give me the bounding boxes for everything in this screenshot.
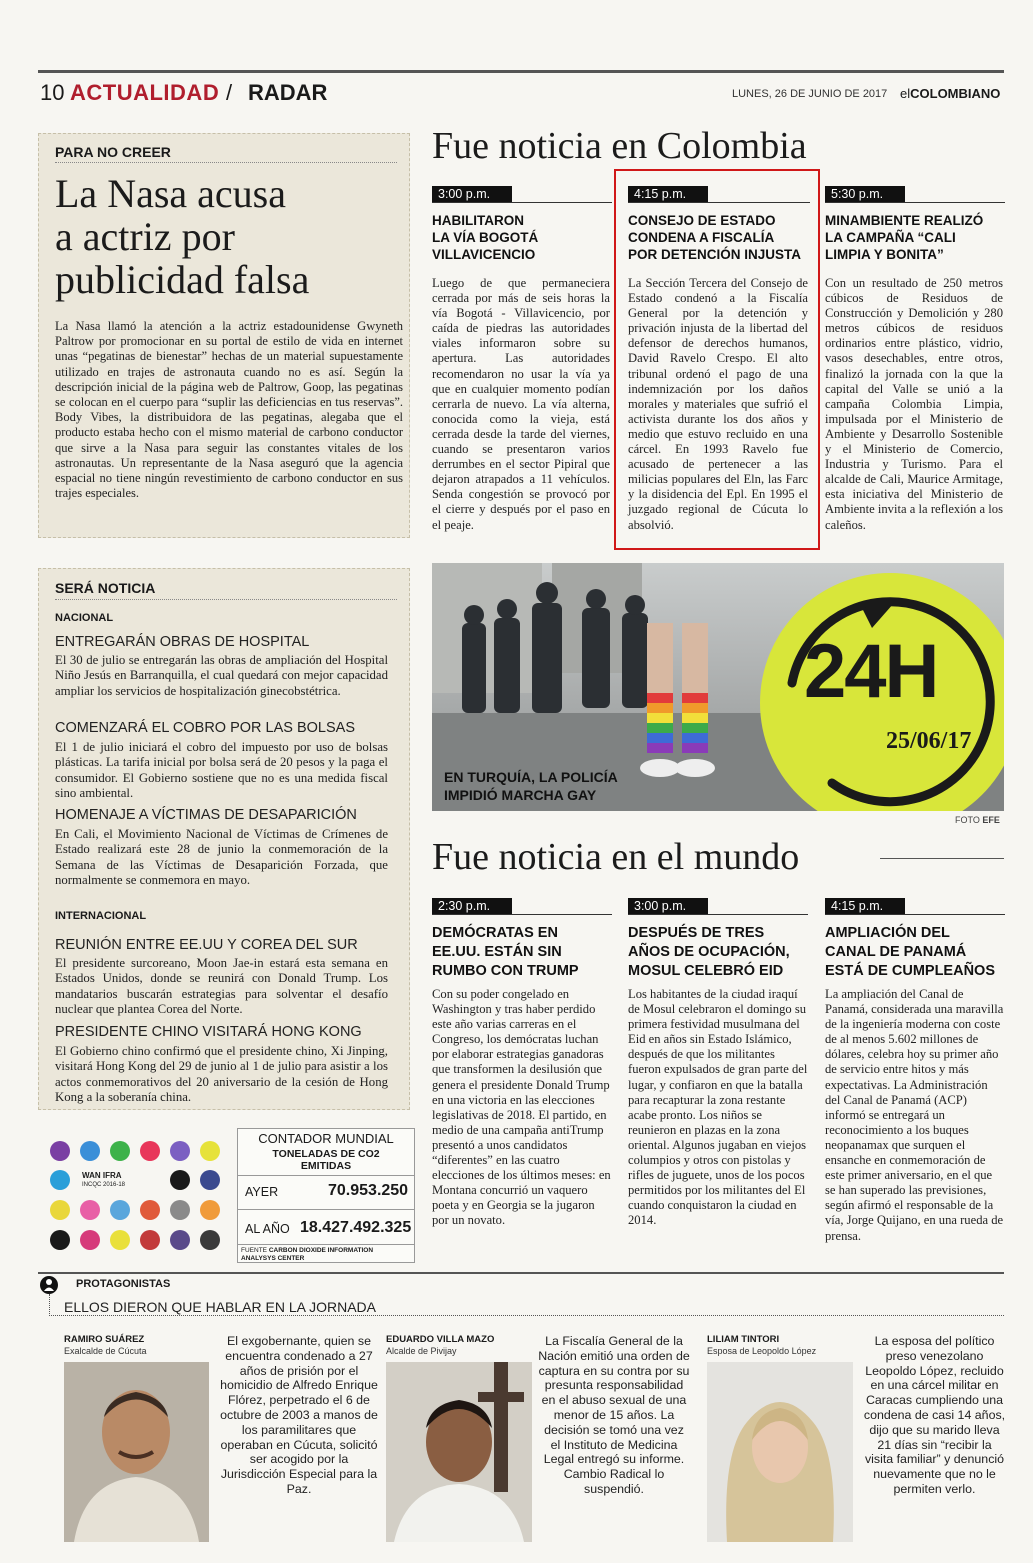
kicker-rule	[55, 599, 397, 600]
time-rule	[628, 914, 808, 915]
nacional-head-3: HOMENAJE A VÍCTIMAS DE DESAPARICIÓN	[55, 807, 357, 823]
counter-ayer-label: AYER	[245, 1185, 279, 1199]
internacional-label: INTERNACIONAL	[55, 910, 147, 922]
internacional-head-1: REUNIÓN ENTRE EE.UU Y COREA DEL SUR	[55, 937, 358, 953]
person-role-3: Esposa de Leopoldo López	[707, 1346, 817, 1356]
para-no-creer-body: La Nasa llamó la atención a la actriz estadounidense Gwyneth Paltrow por promocionar en su portal de estilo de vida en internet unas “pegatinas de bienestar” hechas de un material supuestamente utilizado en trajes de astronauta cuando no es así. Según la descripción inicial de la página web de Paltrow, Goop, las pegatinas se colocan en el cuerpo para “suplir las deficiencias en tus reservas”. Body Vibes, la distribuidora de las pegatinas, alegaba que el producto estaba hecho con el mismo material de carbono conductor que sirve a la Nasa para seguir las constantes vitales de los astronautas. Un representante de la Nasa aseguró que la agencia espacial no tiene ningún revestimiento de carbono conductor en sus trajes especiales.	[55, 319, 403, 501]
person-photo-1	[64, 1362, 209, 1542]
protagonistas-rule	[38, 1272, 1004, 1274]
person-text-3: La esposa del político preso venezolano Leopoldo López, recluido en una cárcel militar en Caracas cumpliendo una condena de casi 14 años, dijo que su marido lleva 21 días sin “recibir la visita familiar” y denunció nuevamente que no le permiten verlo.	[863, 1334, 1006, 1496]
person-name-2: EDUARDO VILLA MAZO	[386, 1334, 495, 1345]
person-name-3: LILIAM TINTORI	[707, 1334, 780, 1345]
protagonistas-subtitle: ELLOS DIERON QUE HABLAR EN LA JORNADA	[64, 1299, 376, 1315]
mundo-time-3: 4:15 p.m.	[825, 898, 905, 914]
person-icon	[40, 1276, 58, 1294]
mundo-body-2: Los habitantes de la ciudad iraquí de Mosul celebraron el domingo su primera festividad musulmana del Eid en años sin Estado Islámico, después de que los militantes fueron expulsados de gran parte del lugar, y confiaron en que la batalla para recapturar la zona restante acabe pronto. Los niños se reunieron en plazas en la zona oriental. Algunos jugaban en viejos columpios y otros con pistolas y rifles de juguete, unos de los pocos permitidos por los militantes del El cuando conquistaron la ciudad en 2014.	[628, 987, 808, 1228]
nacional-body-2: El 1 de julio iniciará el cobro del impuesto por uso de bolsas plásticas. La tarifa inicial por bolsa será de 20 pesos y la paga el consumidor. El Gobierno sostiene que no es una medida fiscal sino ambiental.	[55, 740, 388, 801]
photo-caption: EN TURQUÍA, LA POLICÍA IMPIDIÓ MARCHA GAY	[444, 769, 618, 803]
mundo-time-1: 2:30 p.m.	[432, 898, 512, 914]
protagonistas-kicker: PROTAGONISTAS	[76, 1278, 171, 1290]
colombia-section-title: Fue noticia en Colombia	[432, 125, 807, 167]
counter-source: FUENTE CARBON DIOXIDE INFORMATION ANALYSYS CENTER	[241, 1247, 374, 1262]
counter-title: CONTADOR MUNDIAL	[258, 1131, 394, 1146]
section-label: ACTUALIDAD	[70, 80, 220, 105]
counter-ano-label: AL AÑO	[245, 1222, 290, 1236]
mundo-headline-1: DEMÓCRATAS EN EE.UU. ESTÁN SIN RUMBO CON TRUMP	[432, 925, 579, 979]
counter-ayer-value: 70.953.250	[328, 1182, 409, 1199]
mundo-body-3: La ampliación del Canal de Panamá, considerada una maravilla de la ingeniería moderna con coste de al menos 5.602 millones de dólares, celebra hoy su primer año de servicio entre hitos y más expectativas. La Administración del Canal de Panamá (ACP) informó se entregará un reconocimiento a los buques neopanamax que surquen el ensanche en conmemoración de este primer aniversario, en el que se han superado las previsiones, según afirmó el responsable de la vía, Jorge Quijano, en una rueda de prensa.	[825, 987, 1004, 1243]
header-rule	[38, 70, 1004, 73]
internacional-body-1: El presidente surcoreano, Moon Jae-in estará esta semana en Estados Unidos, donde se reunirá con Donald Trump. Los mandatarios buscarán estrategias para solventar el desafío nuclear que plantea Corea del Norte.	[55, 956, 388, 1017]
person-photo-3	[707, 1362, 853, 1542]
person-text-2: La Fiscalía General de la Nación emitió una orden de captura en su contra por su presunta responsabilidad en el abuso sexual de una menor de 15 años. La decisión se tomó una vez el Instituto de Medicina Legal entregó su informe. Cambio Radical lo suspendió.	[538, 1334, 690, 1496]
mundo-headline-2: DESPUÉS DE TRES AÑOS DE OCUPACIÓN, MOSUL CELEBRÓ EID	[628, 925, 790, 979]
nacional-label: NACIONAL	[55, 612, 114, 624]
counter-subtitle: TONELADAS DE CO2 EMITIDAS	[272, 1148, 380, 1172]
mundo-time-2: 3:00 p.m.	[628, 898, 708, 914]
nacional-head-1: ENTREGARÁN OBRAS DE HOSPITAL	[55, 634, 310, 650]
kicker-rule	[55, 162, 397, 163]
colombia-headline-1: HABILITARON LA VÍA BOGOTÁ VILLAVICENCIO	[432, 213, 539, 262]
para-no-creer-title: La Nasa acusa a actriz por publicidad falsa	[55, 171, 310, 302]
colombia-headline-2: CONSEJO DE ESTADO CONDENA A FISCALÍA POR DETENCIÓN INJUSTA	[628, 213, 802, 262]
sera-noticia-kicker: SERÁ NOTICIA	[55, 580, 156, 596]
photo-credit: FOTO EFE	[955, 815, 1000, 825]
badge-date: 25/06/17	[886, 728, 972, 754]
colombia-body-3: Con un resultado de 250 metros cúbicos de Residuos de Construcción y Demolición y 280 metros cúbicos de residuos ordinarios entre plástico, vidrio, vasos desechables, entre otros, finalizó la jornada con la que la capital del Valle se unió a la campaña Colombia Limpia, impulsada por el Ministerio de Ambiente y Desarrollo Sostenible y el Ministerio de Comercio, Industria y Turismo. Para el alcalde de Cali, Maurice Armitage, esta iniciativa del Ministerio de Ambiente invita a la reflexión a los caleños.	[825, 276, 1003, 532]
person-role-1: Exalcalde de Cúcuta	[64, 1346, 147, 1356]
counter-rule	[237, 1244, 415, 1245]
badge-24h: 24H	[804, 629, 938, 714]
connector-line	[49, 1294, 50, 1316]
counter-rule	[237, 1175, 415, 1176]
wan-ifra-subtext: INCQC 2016-18	[82, 1182, 126, 1188]
wan-ifra-logo: WAN IFRA	[82, 1171, 122, 1180]
subsection-label: RADAR	[248, 80, 328, 105]
colombia-body-2: La Sección Tercera del Consejo de Estado condenó a la Fiscalía General por la detención y privación injusta de la libertad del defensor de derechos humanos, David Ravelo Crespo. El alto tribunal ordenó el pago de una indemnización por los daños morales y materiales que sufrió el activista durante los dos años y medio que estuvo recluido en una cárcel. En 1993 Ravelo fue acusado de pertenecer a las milicias populares del Eln, las Farc y la disidencia del Epl. En 1995 el juzgado regional de Cúcuta lo absolvió.	[628, 276, 808, 532]
page-number: 10	[40, 80, 65, 105]
person-photo-2	[386, 1362, 532, 1542]
person-text-1: El exgobernante, quien se encuentra condenado a 27 años de prisión por el homicidio de Alfredo Enrique Flórez, perpetrado el 6 de octubre de 2003 a manos de los paramilitares que operaban en Cúcuta, solicitó ser acogido por la Jurisdicción Especial para la Paz.	[220, 1334, 378, 1496]
colombia-body-1: Luego de que permaneciera cerrada por más de seis horas la vía Bogotá - Villavicencio, por caída de piedras las autoridades viales informaron sobre su apertura. Las autoridades recomendaron no usar la vía ya que en cualquier momento podían cerrarla de nuevo. La vía alterna, conocida como la vieja, está cerrada desde la tarde del viernes, cuando se presentaron varios derrumbes en el sector Pipiral que dejaron atrapados a 11 vehículos. Senda congestión se provocó por el cierre y después por el paso en el peaje.	[432, 276, 610, 532]
colombia-time-1: 3:00 p.m.	[432, 186, 512, 202]
section-separator: /	[226, 80, 233, 105]
subtitle-rule	[49, 1315, 1004, 1316]
time-rule	[825, 914, 1005, 915]
internacional-body-2: El Gobierno chino confirmó que el presidente chino, Xi Jinping, visitará Hong Kong del 29 de junio al 1 de julio para asistir a los actos conmemorativos del 20 aniversario de la cesión de Hong Kong a la soberanía china.	[55, 1044, 388, 1105]
colombia-time-2: 4:15 p.m.	[628, 186, 708, 202]
time-rule	[432, 914, 612, 915]
time-rule	[432, 202, 612, 203]
nacional-body-3: En Cali, el Movimiento Nacional de Víctimas de Crímenes de Estado realizará este 28 de junio la conmemoración de la Semana de las Víctimas de Desaparición Forzada, que normalmente se conmemora en mayo.	[55, 827, 388, 888]
issue-date: LUNES, 26 DE JUNIO DE 2017	[732, 88, 888, 100]
counter-rule	[237, 1209, 415, 1210]
mundo-body-1: Con su poder congelado en Washington y tras haber perdido este año varias carreras en el Congreso, los demócratas luchan por elaborar estrategias ganadoras que transformen la desilusión que genera el presidente Donald Trump en una victoria en las elecciones legislativas de 2018. El partido, en medio de una campaña antiTrump presentó a unos candidatos “diferentes” en las cuatro elecciones de los últimos meses: en Montana concurrió un vaquero poeta y en Georgia se la jugaron por un novato.	[432, 987, 611, 1228]
nacional-body-1: El 30 de julio se entregarán las obras de ampliación del Hospital Niño Jesús en Barranquilla, el cual quedará con mejor capacidad ampliar los servicios de hospitalización ginecobstétrica.	[55, 653, 388, 698]
newspaper-brand: elCOLOMBIANO	[900, 86, 1001, 101]
mundo-headline-3: AMPLIACIÓN DEL CANAL DE PANAMÁ ESTÁ DE CUMPLEAÑOS	[825, 925, 995, 979]
time-rule	[825, 202, 1005, 203]
colombia-headline-3: MINAMBIENTE REALIZÓ LA CAMPAÑA “CALI LIMPIA Y BONITA”	[825, 213, 984, 262]
color-registration-mark	[42, 1138, 220, 1256]
para-no-creer-kicker: PARA NO CREER	[55, 144, 171, 160]
time-rule	[628, 202, 810, 203]
nacional-head-2: COMENZARÁ EL COBRO POR LAS BOLSAS	[55, 720, 356, 736]
person-role-2: Alcalde de Pivijay	[386, 1346, 457, 1356]
colombia-time-3: 5:30 p.m.	[825, 186, 905, 202]
mundo-section-title: Fue noticia en el mundo	[432, 836, 800, 878]
counter-ano-value: 18.427.492.325	[300, 1219, 412, 1236]
person-name-1: RAMIRO SUÁREZ	[64, 1334, 145, 1345]
internacional-head-2: PRESIDENTE CHINO VISITARÁ HONG KONG	[55, 1024, 362, 1040]
title-rule	[880, 858, 1004, 859]
